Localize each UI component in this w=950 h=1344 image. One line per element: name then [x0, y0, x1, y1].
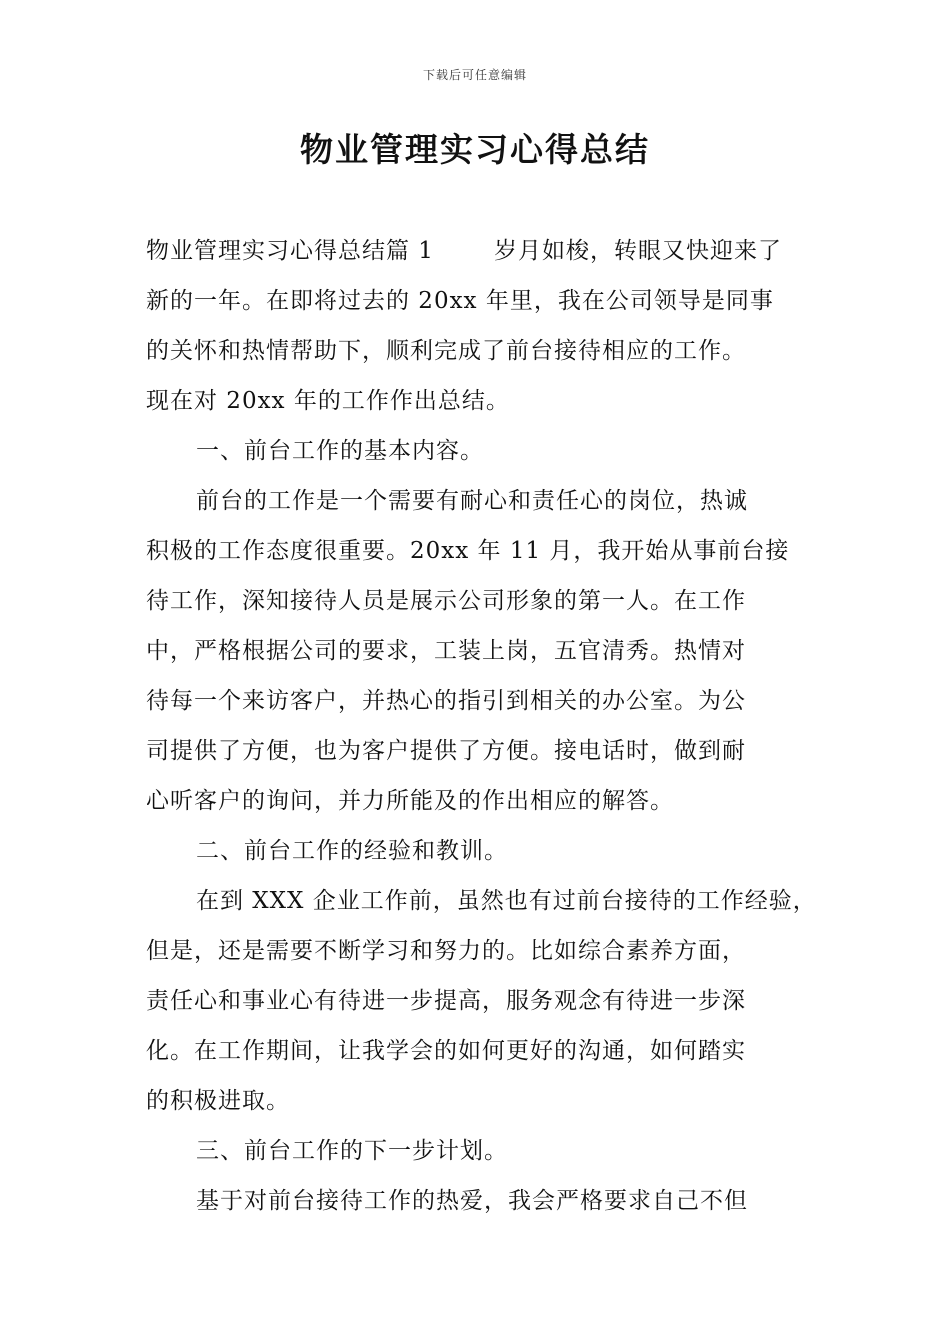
paragraph-line: 待每一个来访客户，并热心的指引到相关的办公室。为公: [146, 688, 746, 714]
paragraph-line: 责任心和事业心有待进一步提高，服务观念有待进一步深: [146, 988, 746, 1014]
section-heading: 一、前台工作的基本内容。: [196, 438, 484, 464]
paragraph-line: [146, 226, 808, 276]
paragraph-line: 在到 XXX 企业工作前，虽然也有过前台接待的工作经验，: [196, 888, 817, 914]
paragraph-line: 待工作，深知接待人员是展示公司形象的第一人。在工作: [146, 588, 746, 614]
section-intro-label: 物业管理实习心得总结篇 1: [146, 238, 434, 264]
paragraph-line: 司提供了方便，也为客户提供了方便。接电话时，做到耐: [146, 738, 746, 764]
header-note: 下载后可任意编辑: [422, 68, 527, 82]
paragraph-line: 新的一年。在即将过去的 20xx 年里，我在公司领导是同事: [146, 288, 774, 314]
paragraph-line: 基于对前台接待工作的热爱，我会严格要求自己不但: [196, 1188, 748, 1214]
paragraph-line: 但是，还是需要不断学习和努力的。比如综合素养方面，: [146, 938, 746, 964]
paragraph-line: 现在对 20xx 年的工作作出总结。: [146, 388, 510, 414]
paragraph-line: 前台的工作是一个需要有耐心和责任心的岗位，热诚: [196, 488, 748, 514]
paragraph-line: 化。在工作期间，让我学会的如何更好的沟通，如何踏实: [146, 1038, 746, 1064]
document-title: 物业管理实习心得总结: [300, 130, 650, 169]
paragraph-line: 的关怀和热情帮助下，顺利完成了前台接待相应的工作。: [146, 338, 746, 364]
section-heading: 二、前台工作的经验和教训。: [196, 838, 508, 864]
paragraph-text: 岁月如梭，转眼又快迎来了: [493, 238, 782, 264]
paragraph-line: 中，严格根据公司的要求，工装上岗，五官清秀。热情对: [146, 638, 746, 664]
paragraph-line: 积极的工作态度很重要。20xx 年 11 月，我开始从事前台接: [146, 538, 790, 564]
document-body: [146, 226, 817, 1226]
paragraph-line: 心听客户的询问，并力所能及的作出相应的解答。: [146, 788, 674, 814]
section-heading: 三、前台工作的下一步计划。: [196, 1138, 508, 1164]
paragraph-line: 的积极进取。: [146, 1088, 290, 1114]
